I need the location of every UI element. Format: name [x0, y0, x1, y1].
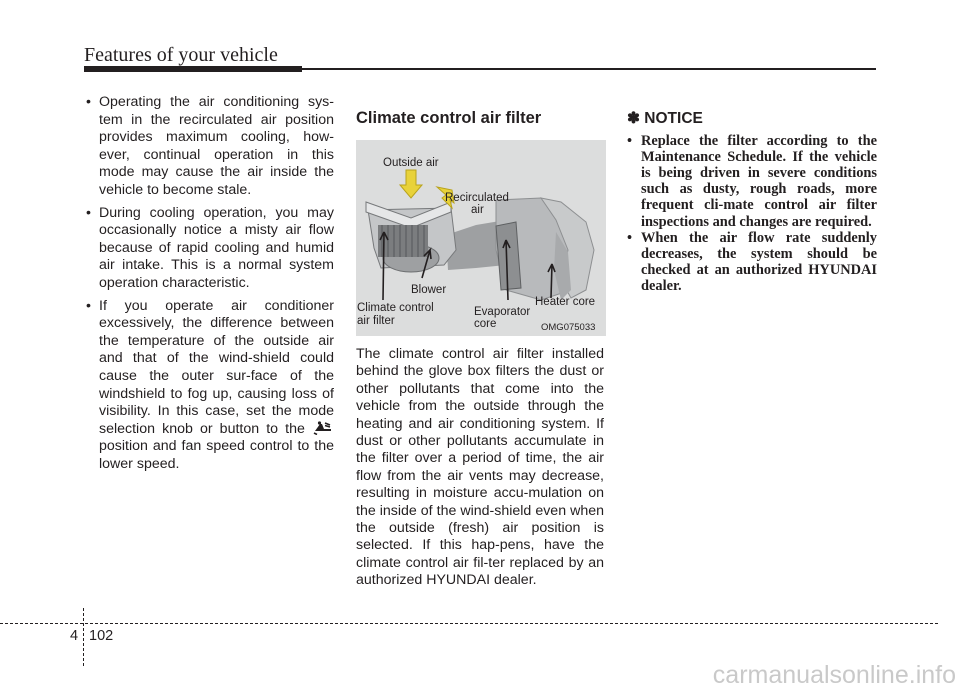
footer-vertical-divider [83, 608, 84, 666]
chapter-number: 4 [70, 628, 79, 644]
notice-heading: ✽ NOTICE [627, 110, 703, 127]
heater-core-label: Heater core [535, 296, 596, 308]
recirculated-air-label-2: air [471, 204, 484, 216]
notice-item: • When the air flow rate suddenly decreases, the system should be checked at an authorized HYUNDAI dealer. [627, 230, 877, 295]
header-rule-thin [302, 68, 876, 70]
footer-dashed-rule [0, 623, 938, 624]
bullet-item: • During cooling operation, you may occasionally notice a misty air flow because of rapid cooling and humid air intake. This is a normal system operation characteristic. [86, 205, 334, 293]
bullet-item: • Operating the air conditioning sys-tem in the recirculated air position provides maximum cooling, how-ever, continual operation in this mode may cause the air inside the vehicle to become stale. [86, 94, 334, 200]
blower-label: Blower [411, 284, 447, 296]
header-rule-thick [84, 66, 302, 72]
section-heading: Climate control air filter [356, 109, 542, 127]
left-column [86, 94, 334, 478]
bullet-text-before-icon: If you operate air conditioner excessively, the difference between the temperature of the outside air and that of the wind-shield could cause the outer sur-face of the windshield to fog up, causing loss of visibility. In this case, set the mode selection knob or button to the [99, 297, 334, 437]
middle-column [356, 110, 604, 138]
watermark: carmanualsonline.info [712, 661, 956, 689]
recirculated-air-label: Recirculated [445, 192, 509, 204]
bullet-item-mode [86, 298, 334, 474]
notice-column [627, 110, 877, 295]
climate-filter-label-2: air filter [357, 315, 395, 327]
bullet-text-after-icon: position and fan speed control to the lower speed. [99, 438, 334, 472]
header-title: Features of your vehicle [84, 44, 278, 66]
climate-filter-label: Climate control [357, 302, 434, 314]
evaporator-label: Evaporator [474, 306, 531, 318]
page-number: 102 [89, 628, 114, 644]
body-paragraph: The climate control air filter installed behind the glove box filters the dust or other pollutants that come into the vehicle from the outside through the heating and air conditioning system. If dust or other pollutants accumulate in the filter over a period of time, the air flow from the air vents may decrease, resulting in moisture accu-mulation on the inside of the wind-shield even when the outside (fresh) air position is selected. If this hap-pens, have the climate control air fil-ter replaced by an authorized HYUNDAI dealer. [356, 346, 604, 589]
evaporator-label-2: core [474, 318, 497, 330]
air-filter-diagram [356, 140, 606, 336]
floor-defrost-mode-icon [312, 421, 334, 435]
figure-code: OMG075033 [541, 322, 596, 333]
notice-item: • Replace the filter according to the Maintenance Schedule. If the vehicle is being driven in severe conditions such as dusty, rough roads, more frequent cli-mate control air filter inspections and changes are required. [627, 133, 877, 230]
outside-air-label: Outside air [383, 157, 439, 169]
